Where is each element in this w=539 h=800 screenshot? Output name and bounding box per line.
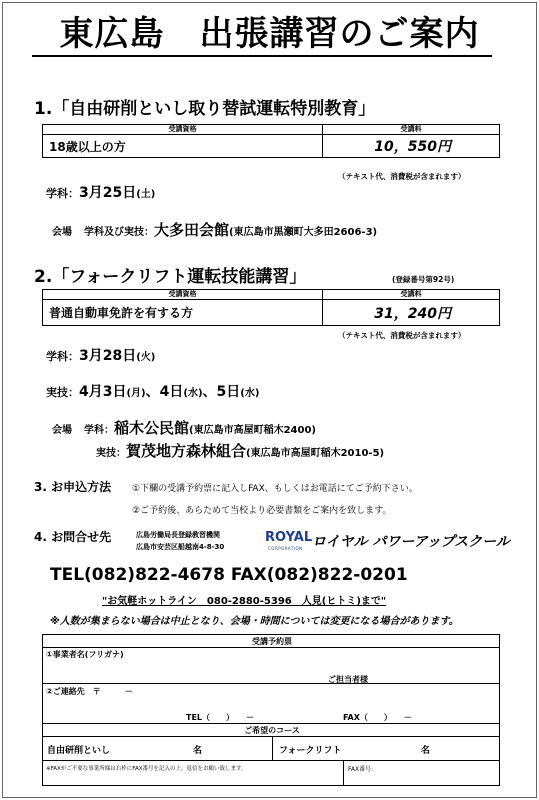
section2-fee-table: [42, 289, 500, 326]
cancellation-warning: ※人数が集まらない場合は中止となり、会場・時間については変更になる場合があります。: [50, 616, 459, 627]
course-header: ご希望のコース: [244, 726, 300, 735]
fax-number-field[interactable]: FAX番号:: [348, 766, 374, 773]
organization-name: 広島労働局長登録教習機関: [136, 531, 220, 539]
practical-date-1: 4月3日: [79, 384, 127, 400]
company-name-label: ①事業者名(フリガナ): [46, 650, 124, 659]
section1-heading: 1.「自由研削といし取り替試運転特別教育」: [34, 99, 376, 119]
section1-venue: [52, 219, 377, 240]
venue-label: 会場: [52, 227, 72, 238]
practical-weekday-2: (水): [183, 388, 203, 399]
venue-name: 稲木公民館: [114, 419, 190, 437]
practical-weekday-1: (月): [126, 388, 146, 399]
title-underline: [32, 55, 492, 57]
fax-number-divider: [343, 760, 344, 786]
class-weekday: (土): [136, 189, 156, 200]
venue-type: 学科：: [84, 425, 114, 436]
form-title: 受講予約票: [252, 637, 292, 646]
fee-note: （テキスト代、消費税が含まれます）: [338, 331, 466, 340]
practical-date-line: [46, 381, 259, 401]
form-divider: [43, 723, 499, 724]
class-label: 学科：: [46, 350, 79, 363]
venue-address: (東広島市黒瀬町大多田2606-3): [229, 227, 378, 238]
venue-address: (東広島市高屋町稲木2010-5): [246, 448, 385, 459]
practical-weekday-3: (水): [240, 388, 260, 399]
qual-value: 普通自動車免許を有する方: [43, 300, 323, 326]
venue-label: 会場: [52, 425, 72, 436]
class-date-line: [46, 182, 155, 202]
qual-header: 受講資格: [43, 290, 323, 300]
school-name: ロイヤル パワーアップスクール: [312, 534, 510, 550]
fee-note: （テキスト代、消費税が含まれます）: [338, 172, 466, 181]
apply-step-1: ①下欄の受講予約票に記入しFAX、もしくはお電話にてご予約下さい。: [132, 484, 418, 494]
course-forklift-label: フォークリフト: [279, 746, 342, 756]
form-divider: [43, 683, 499, 684]
tel-field[interactable]: TEL（ ） －: [186, 713, 255, 722]
tel-fax-line: TEL(082)822-4678 FAX(082)822-0201: [50, 565, 408, 585]
venue-type: 実技：: [96, 448, 126, 459]
hotline: "お気軽ホットライン 080-2880-5396 人見(ヒトミ)まで": [102, 596, 387, 607]
apply-step-2: ②ご予約後、あらためて当校より必要書類をご案内を致します。: [132, 506, 392, 516]
address-label: ②ご連絡先 〒 －: [46, 687, 133, 696]
form-divider: [43, 736, 499, 737]
qual-value: 18歳以上の方: [43, 135, 323, 158]
fee-value: 31，240円: [323, 300, 500, 326]
form-divider: [43, 647, 499, 648]
organization-address: 広島市安芸区船越南4-8-30: [136, 543, 225, 551]
class-date: 3月25日: [79, 185, 137, 201]
fee-header: 受講料: [323, 125, 500, 135]
page-title: 東広島 出張講習のご案内: [59, 14, 480, 54]
venue-name: 賀茂地方森林組合: [126, 442, 247, 460]
class-date-line: [46, 345, 155, 365]
course-grinder-label: 自由研削といし: [47, 746, 111, 756]
section2-venue-1: [52, 417, 316, 438]
royal-logo: ROYAL: [265, 530, 313, 545]
qual-header: 受講資格: [43, 125, 323, 135]
course-grinder-unit[interactable]: 名: [193, 746, 203, 756]
venue-name: 大多田会館: [154, 221, 230, 239]
fax-field[interactable]: FAX（ ） －: [343, 713, 412, 722]
person-in-charge-label: ご担当者様: [328, 675, 368, 684]
class-label: 学科：: [46, 187, 79, 200]
registration-number: (登録番号第92号): [392, 275, 455, 284]
royal-corporation-text: CORPORATION: [268, 546, 303, 551]
class-date: 3月28日: [79, 348, 137, 364]
practical-date-3: 、5日: [202, 384, 241, 400]
course-forklift-unit[interactable]: 名: [421, 746, 431, 756]
form-divider: [43, 760, 499, 761]
course-divider: [272, 736, 273, 760]
section1-fee-table: [42, 124, 500, 158]
practical-label: 実技：: [46, 386, 79, 399]
section2-venue-2: [96, 440, 384, 461]
section4-heading: 4. お問合せ先: [34, 530, 112, 544]
form-footer-note: ※FAXがご不要な事業所様は右枠にFAX番号を記入の上、返信をお願い致します。: [46, 766, 247, 772]
fee-header: 受講料: [323, 290, 500, 300]
practical-date-2: 、4日: [145, 384, 184, 400]
venue-address: (東広島市高屋町稲木2400): [189, 425, 316, 436]
reservation-form: [42, 634, 500, 786]
venue-type: 学科及び実技：: [84, 227, 154, 238]
class-weekday: (火): [136, 352, 156, 363]
section3-heading: 3. お申込方法: [34, 480, 112, 494]
section2-heading: 2.「フォークリフト運転技能講習」: [34, 267, 307, 287]
fee-value: 10，550円: [323, 135, 500, 158]
